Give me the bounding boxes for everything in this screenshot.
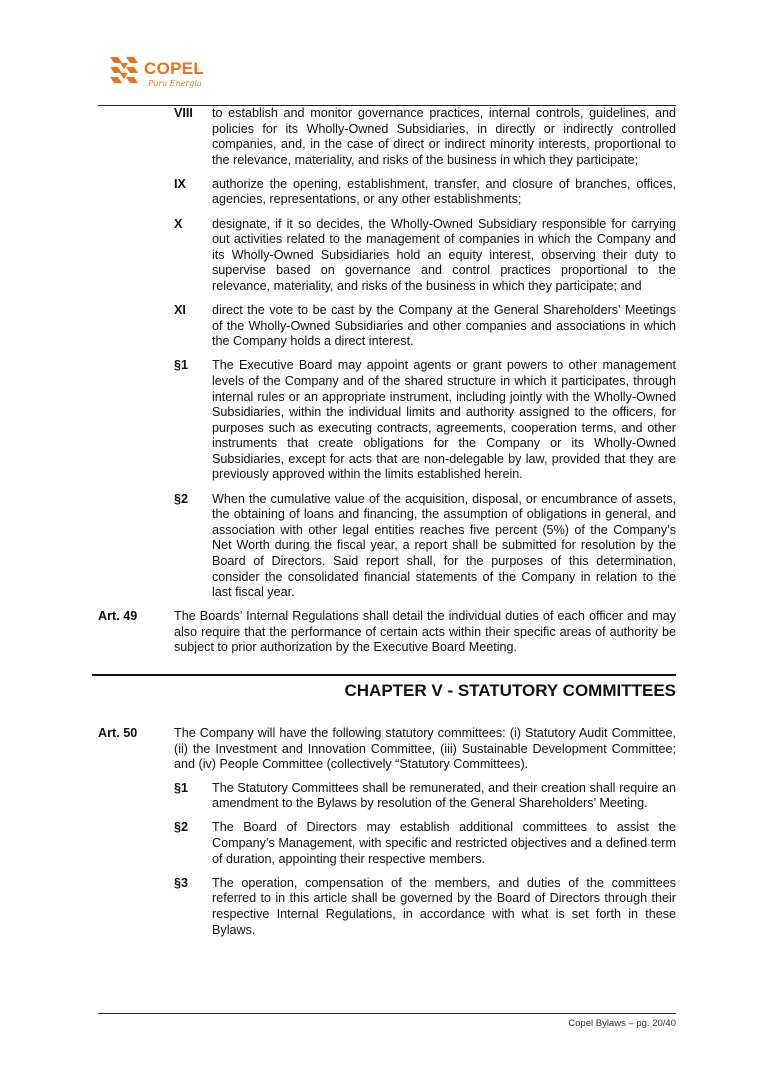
item-label: VIII (174, 106, 193, 120)
page-number: Copel Bylaws – pg. 20/40 (568, 1018, 676, 1029)
logo-tagline: Pura Energia (148, 79, 202, 88)
list-item (98, 177, 676, 208)
list-item (98, 106, 676, 168)
article-label: Art. 49 (98, 609, 138, 624)
chapter-heading: CHAPTER V - STATUTORY COMMITTEES (92, 674, 676, 702)
item-text: The operation, compensation of the members, and duties of the committees referred to in this article shall be governed by the Board of Directors through their respective Internal Regulations, in accordance with what is set forth in these Bylaws. (212, 875, 676, 937)
article-50 (98, 726, 676, 773)
list-item (98, 492, 676, 601)
item-label: §1 (174, 780, 189, 795)
item-text: direct the vote to be cast by the Company at the General Shareholders’ Meetings of the Wholly-Owned Subsidiaries and other companies and associations in which the Company holds a direct interest. (212, 303, 676, 349)
item-text: authorize the opening, establishment, transfer, and closure of branches, offices, agencies, representations, or any other establishments; (212, 176, 676, 207)
list-item (98, 217, 676, 295)
item-text: designate, if it so decides, the Wholly-Owned Subsidiary responsible for carrying out activities related to the management of companies in which the Company and its Wholly-Owned Subsidiaries hold an equity interest, observing their duty to supervise based on governance and control practices proportional to the relevance, materiality, and risks of the business in which they participate; and (212, 216, 676, 293)
article-label: Art. 50 (98, 726, 138, 740)
item-label: X (174, 216, 183, 231)
list-item (98, 303, 676, 350)
footer-rule (98, 1013, 676, 1014)
article-text: The Boards’ Internal Regulations shall detail the individual duties of each officer and may also require that the performance of certain acts within their specific areas of authority be subject to prior authorization by the Executive Board Meeting. (174, 609, 676, 655)
item-label: XI (174, 303, 186, 318)
list-item (98, 820, 676, 867)
item-text: The Executive Board may appoint agents or grant powers to other management levels of the Company and of the shared structure in which it participates, through internal rules or an appropriate instrument, including jointly with the Wholly-Owned Subsidiaries, within the individual limits and authority assigned to the officers, for purposes such as executing contracts, agreements, cooperation terms, and other instruments that create obligations for the Company or its Wholly-Owned Subsidiaries, except for acts that are non-delegable by law, provided that they are previously approved within the limits established herein. (212, 358, 676, 482)
list-item (98, 781, 676, 812)
article-text: The Company will have the following statutory committees: (i) Statutory Audit Committee, (ii) the Investment and Innovation Committee, (iii) Sustainable Development Committee; and (iv) People Committee (collectively “Statutory Committees). (174, 726, 676, 772)
copel-logo (108, 55, 228, 97)
logo-wordmark: COPEL (144, 59, 205, 78)
item-label: §1 (174, 358, 189, 373)
item-label: IX (174, 176, 186, 191)
list-item (98, 358, 676, 483)
item-text: The Board of Directors may establish additional committees to assist the Company’s Management, with specific and restricted objectives and a defined term of duration, appointing their respective members. (212, 820, 676, 866)
document-body (98, 106, 676, 947)
article-49 (98, 609, 676, 656)
item-text: The Statutory Committees shall be remunerated, and their creation shall require an amendment to the Bylaws by resolution of the General Shareholders’ Meeting. (212, 780, 676, 811)
item-label: §3 (174, 875, 189, 890)
copel-logo-mark-icon (108, 55, 140, 87)
item-label: §2 (174, 820, 189, 835)
item-label: §2 (174, 491, 189, 506)
list-item (98, 876, 676, 938)
item-text: When the cumulative value of the acquisition, disposal, or encumbrance of assets, the obtaining of loans and financing, the assumption of obligations in general, and association with other legal entities reaches five percent (5%) of the Company’s Net Worth during the fiscal year, a report shall be submitted for resolution by the Board of Directors. Said report shall, for the purposes of this determination, consider the consolidated financial statements of the Company in relation to the last fiscal year. (212, 491, 676, 600)
item-text: to establish and monitor governance practices, internal controls, guidelines, and policies for its Wholly-Owned Subsidiaries, in directly or indirectly controlled companies, and, in the case of direct or indirect minority interests, proportional to the relevance, materiality, and risks of the business in which they participate; (212, 106, 676, 167)
